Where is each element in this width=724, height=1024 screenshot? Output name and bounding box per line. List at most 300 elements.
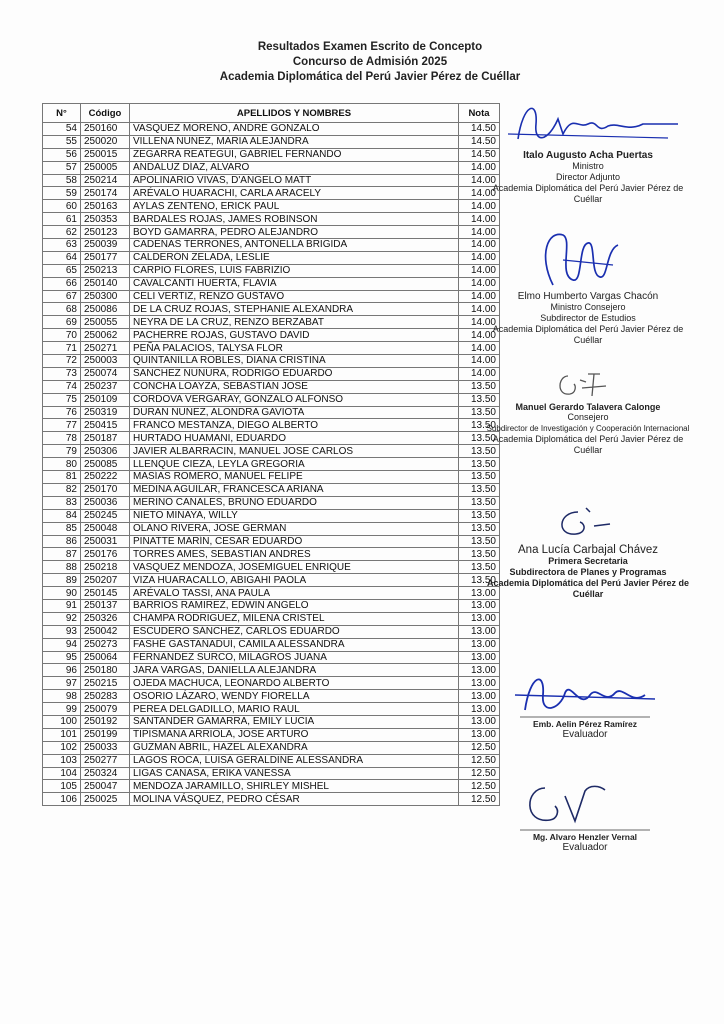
signer-name: Ana Lucía Carbajal Chávez [518, 544, 658, 556]
row-grade: 14.50 [459, 148, 500, 161]
signer-rank: Primera Secretaria [548, 556, 628, 566]
row-number: 75 [43, 393, 81, 406]
row-code: 250031 [81, 535, 130, 548]
row-name: BARRIOS RAMIREZ, EDWIN ANGELO [130, 599, 459, 612]
table-row [43, 419, 500, 432]
row-grade: 14.00 [459, 187, 500, 200]
signer-title: Director Adjunto [555, 172, 621, 182]
table-row [43, 251, 500, 264]
row-name: MEDINA AGUILAR, FRANCESCA ARIANA [130, 483, 459, 496]
row-code: 250187 [81, 432, 130, 445]
row-number: 67 [43, 290, 81, 303]
table-row [43, 393, 500, 406]
row-code: 250079 [81, 703, 130, 716]
row-grade: 13.50 [459, 445, 500, 458]
row-grade: 13.50 [459, 509, 500, 522]
row-name: VIZA HUARACALLO, ABIGAHI PAOLA [130, 574, 459, 587]
row-name: LLENQUE CIEZA, LEYLA GREGORIA [130, 458, 459, 471]
signature-mark [478, 225, 698, 291]
row-grade: 12.50 [459, 741, 500, 754]
row-code: 250160 [81, 123, 130, 136]
row-number: 94 [43, 638, 81, 651]
row-grade: 14.00 [459, 316, 500, 329]
row-grade: 12.50 [459, 793, 500, 806]
table-row [43, 703, 500, 716]
row-name: ARÉVALO TASSI, ANA PAULA [130, 587, 459, 600]
row-name: MERINO CANALES, BRUNO EDUARDO [130, 496, 459, 509]
header-title: Resultados Examen Escrito de Concepto [257, 41, 483, 53]
table-row [43, 174, 500, 187]
table-row [43, 445, 500, 458]
row-name: JAVIER ALBARRACIN, MANUEL JOSE CARLOS [130, 445, 459, 458]
row-number: 83 [43, 496, 81, 509]
table-row [43, 741, 500, 754]
table-row [43, 277, 500, 290]
signer-rank: Ministro [572, 161, 604, 171]
row-code: 250145 [81, 587, 130, 600]
row-code: 250180 [81, 664, 130, 677]
signer-title: Subdirectora de Planes y Programas [509, 567, 667, 577]
column-header-grade: Nota [459, 104, 500, 123]
row-name: TIPISMANA ARRIOLA, JOSE ARTURO [130, 728, 459, 741]
row-code: 250163 [81, 200, 130, 213]
row-number: 72 [43, 355, 81, 368]
row-grade: 13.50 [459, 471, 500, 484]
row-name: CADENAS TERRONES, ANTONELLA BRIGIDA [130, 239, 459, 252]
row-number: 59 [43, 187, 81, 200]
row-number: 85 [43, 522, 81, 535]
table-row [43, 625, 500, 638]
table-row [43, 264, 500, 277]
table-row [43, 728, 500, 741]
row-grade: 12.50 [459, 754, 500, 767]
row-number: 65 [43, 264, 81, 277]
row-number: 106 [43, 793, 81, 806]
row-grade: 13.00 [459, 664, 500, 677]
row-grade: 14.00 [459, 239, 500, 252]
signature-mark [478, 368, 698, 402]
row-name: OLANO RIVERA, JOSE GERMAN [130, 522, 459, 535]
row-code: 250048 [81, 522, 130, 535]
row-name: TORRES AMES, SEBASTIAN ANDRES [130, 548, 459, 561]
row-number: 82 [43, 483, 81, 496]
row-code: 250036 [81, 496, 130, 509]
row-code: 250005 [81, 161, 130, 174]
row-grade: 14.00 [459, 251, 500, 264]
row-code: 250415 [81, 419, 130, 432]
table-row [43, 161, 500, 174]
signer-title: Subdirector de Estudios [540, 313, 636, 323]
table-row [43, 599, 500, 612]
row-name: CONCHA LOAYZA, SEBASTIAN JOSE [130, 380, 459, 393]
row-name: ZEGARRA REATEGUI, GABRIEL FERNANDO [130, 148, 459, 161]
row-number: 101 [43, 728, 81, 741]
row-name: ESCUDERO SÁNCHEZ, CARLOS EDUARDO [130, 625, 459, 638]
row-number: 98 [43, 690, 81, 703]
row-code: 250214 [81, 174, 130, 187]
signer-name: Italo Augusto Acha Puertas [523, 150, 653, 161]
results-table [42, 103, 500, 806]
row-grade: 14.00 [459, 264, 500, 277]
table-header-row [43, 104, 500, 123]
row-number: 105 [43, 780, 81, 793]
row-grade: 13.00 [459, 625, 500, 638]
row-code: 250086 [81, 303, 130, 316]
table-row [43, 135, 500, 148]
row-number: 93 [43, 625, 81, 638]
row-code: 250277 [81, 754, 130, 767]
row-code: 250042 [81, 625, 130, 638]
signature-mark [478, 500, 698, 544]
signer-institution: Academia Diplomática del Perú Javier Pérez de Cuéllar [492, 324, 684, 345]
row-code: 250020 [81, 135, 130, 148]
row-code: 250237 [81, 380, 130, 393]
row-grade: 14.50 [459, 123, 500, 136]
row-name: CARPIO FLORES, LUIS FABRIZIO [130, 264, 459, 277]
row-code: 250207 [81, 574, 130, 587]
row-number: 76 [43, 406, 81, 419]
row-code: 250271 [81, 342, 130, 355]
table-row [43, 471, 500, 484]
signature-block-4 [478, 500, 698, 600]
row-grade: 13.00 [459, 677, 500, 690]
row-code: 250218 [81, 561, 130, 574]
signature-mark [505, 665, 665, 719]
table-row [43, 574, 500, 587]
table-row [43, 677, 500, 690]
row-name: BARDALES ROJAS, JAMES ROBINSON [130, 213, 459, 226]
table-row [43, 690, 500, 703]
table-row [43, 355, 500, 368]
row-code: 250273 [81, 638, 130, 651]
row-grade: 14.00 [459, 161, 500, 174]
row-grade: 13.00 [459, 587, 500, 600]
row-code: 250140 [81, 277, 130, 290]
signature-block-5 [505, 665, 665, 740]
table-row [43, 406, 500, 419]
table-row [43, 123, 500, 136]
row-number: 73 [43, 367, 81, 380]
table-row [43, 535, 500, 548]
row-code: 250324 [81, 767, 130, 780]
row-code: 250055 [81, 316, 130, 329]
row-grade: 12.50 [459, 767, 500, 780]
row-grade: 14.00 [459, 303, 500, 316]
row-name: PINATTE MARÍN, CESAR EDUARDO [130, 535, 459, 548]
row-number: 63 [43, 239, 81, 252]
row-number: 89 [43, 574, 81, 587]
row-name: OJEDA MACHUCA, LEONARDO ALBERTO [130, 677, 459, 690]
signer-name: Elmo Humberto Vargas Chacón [517, 291, 659, 302]
table-row [43, 432, 500, 445]
row-name: BOYD GAMARRA, PEDRO ALEJANDRO [130, 226, 459, 239]
row-code: 250170 [81, 483, 130, 496]
row-grade: 13.50 [459, 432, 500, 445]
row-name: CHAMPA RODRIGUEZ, MILENA CRISTEL [130, 612, 459, 625]
row-grade: 14.00 [459, 174, 500, 187]
row-code: 250300 [81, 290, 130, 303]
row-name: FASHÉ GASTAÑADUÍ, CAMILA ALESSANDRA [130, 638, 459, 651]
row-grade: 13.00 [459, 690, 500, 703]
signer-role: Evaluador [562, 729, 608, 740]
row-name: HURTADO HUAMANI, EDUARDO [130, 432, 459, 445]
signature-block-1 [478, 94, 698, 205]
row-number: 100 [43, 715, 81, 728]
row-number: 91 [43, 599, 81, 612]
row-code: 250176 [81, 548, 130, 561]
row-code: 250137 [81, 599, 130, 612]
row-number: 54 [43, 123, 81, 136]
row-name: DE LA CRUZ ROJAS, STEPHANIE ALEXANDRA [130, 303, 459, 316]
table-row [43, 367, 500, 380]
row-name: PEREA DELGADILLO, MARIO RAUL [130, 703, 459, 716]
row-code: 250174 [81, 187, 130, 200]
row-number: 79 [43, 445, 81, 458]
row-grade: 14.00 [459, 226, 500, 239]
row-number: 66 [43, 277, 81, 290]
table-row [43, 754, 500, 767]
row-grade: 14.50 [459, 135, 500, 148]
table-row [43, 612, 500, 625]
row-grade: 13.50 [459, 535, 500, 548]
row-code: 250177 [81, 251, 130, 264]
row-code: 250123 [81, 226, 130, 239]
table-row [43, 316, 500, 329]
table-row [43, 522, 500, 535]
row-number: 80 [43, 458, 81, 471]
row-name: LIGAS CANASA, ERIKA VANESSA [130, 767, 459, 780]
signature-mark [478, 94, 698, 150]
row-name: FRANCO MESTANZA, DIEGO ALBERTO [130, 419, 459, 432]
row-grade: 14.00 [459, 200, 500, 213]
row-name: LAGOS ROCA, LUISA GERALDINE ALESSANDRA [130, 754, 459, 767]
row-grade: 13.50 [459, 393, 500, 406]
row-code: 250015 [81, 148, 130, 161]
row-code: 250192 [81, 715, 130, 728]
row-code: 250074 [81, 367, 130, 380]
row-grade: 14.00 [459, 290, 500, 303]
row-code: 250199 [81, 728, 130, 741]
row-code: 250109 [81, 393, 130, 406]
row-code: 250033 [81, 741, 130, 754]
row-grade: 14.00 [459, 367, 500, 380]
row-number: 70 [43, 329, 81, 342]
row-number: 57 [43, 161, 81, 174]
row-grade: 13.50 [459, 561, 500, 574]
row-number: 97 [43, 677, 81, 690]
table-row [43, 380, 500, 393]
row-name: NIETO MINAYA, WILLY [130, 509, 459, 522]
header-subtitle: Concurso de Admisión 2025 [292, 56, 448, 68]
row-number: 62 [43, 226, 81, 239]
row-number: 99 [43, 703, 81, 716]
row-number: 88 [43, 561, 81, 574]
row-name: SANTANDER GAMARRA, EMILY LUCIA [130, 715, 459, 728]
row-number: 92 [43, 612, 81, 625]
signer-name: Mg. Alvaro Henzler Vernal [532, 832, 638, 842]
row-name: VASQUEZ MORENO, ANDRÉ GONZALO [130, 123, 459, 136]
column-header-code: Código [81, 104, 130, 123]
row-name: MENDOZA JARAMILLO, SHIRLEY MISHEL [130, 780, 459, 793]
row-grade: 13.50 [459, 483, 500, 496]
signature-block-6 [505, 776, 665, 853]
row-grade: 13.50 [459, 574, 500, 587]
signer-role: Evaluador [562, 842, 608, 853]
row-grade: 13.50 [459, 548, 500, 561]
column-header-number: N° [43, 104, 81, 123]
row-name: VILLENA NUÑEZ, MARIA ALEJANDRA [130, 135, 459, 148]
table-row [43, 342, 500, 355]
row-grade: 14.00 [459, 329, 500, 342]
row-grade: 13.00 [459, 599, 500, 612]
row-number: 90 [43, 587, 81, 600]
table-row [43, 587, 500, 600]
row-grade: 13.50 [459, 496, 500, 509]
row-number: 60 [43, 200, 81, 213]
row-name: JARA VARGAS, DANIELLA ALEJANDRA [130, 664, 459, 677]
row-code: 250039 [81, 239, 130, 252]
row-name: CALDERÓN ZELADA, LESLIE [130, 251, 459, 264]
signer-institution: Academia Diplomática del Perú Javier Pérez de Cuéllar [492, 434, 684, 455]
table-row [43, 793, 500, 806]
row-grade: 13.00 [459, 612, 500, 625]
signer-rank: Ministro Consejero [550, 302, 626, 312]
row-code: 250326 [81, 612, 130, 625]
signer-name: Emb. Aelin Pérez Ramírez [532, 719, 638, 729]
row-grade: 14.00 [459, 342, 500, 355]
row-code: 250215 [81, 677, 130, 690]
row-number: 71 [43, 342, 81, 355]
row-code: 250222 [81, 471, 130, 484]
table-row [43, 715, 500, 728]
table-row [43, 509, 500, 522]
row-name: NEYRA DE LA CRUZ, RENZO BERZABAT [130, 316, 459, 329]
table-row [43, 329, 500, 342]
column-header-name: APELLIDOS Y NOMBRES [130, 104, 459, 123]
row-name: PEÑA PALACIOS, TALYSA FLOR [130, 342, 459, 355]
row-grade: 14.00 [459, 355, 500, 368]
table-row [43, 561, 500, 574]
table-row [43, 767, 500, 780]
signer-institution: Academia Diplomática del Perú Javier Pérez de Cuéllar [486, 578, 690, 599]
table-row [43, 213, 500, 226]
row-name: CAVALCANTI HUERTA, FLAVIA [130, 277, 459, 290]
row-name: APOLINARIO VIVAS, D'ANGELO MATT [130, 174, 459, 187]
row-grade: 14.00 [459, 213, 500, 226]
row-code: 250047 [81, 780, 130, 793]
row-grade: 14.00 [459, 277, 500, 290]
row-number: 78 [43, 432, 81, 445]
table-row [43, 780, 500, 793]
row-number: 86 [43, 535, 81, 548]
table-row [43, 664, 500, 677]
row-grade: 13.00 [459, 651, 500, 664]
table-row [43, 548, 500, 561]
row-grade: 13.00 [459, 715, 500, 728]
row-number: 96 [43, 664, 81, 677]
table-row [43, 651, 500, 664]
signer-institution: Academia Diplomática del Perú Javier Pérez de Cuéllar [492, 183, 684, 204]
row-number: 55 [43, 135, 81, 148]
table-row [43, 200, 500, 213]
row-name: MASÍAS ROMERO, MANUEL FELIPE [130, 471, 459, 484]
row-code: 250319 [81, 406, 130, 419]
row-grade: 13.50 [459, 406, 500, 419]
row-number: 69 [43, 316, 81, 329]
signer-title: Subdirector de Investigación y Cooperación Internacional [486, 424, 690, 433]
signer-name: Manuel Gerardo Talavera Calonge [515, 402, 661, 412]
row-code: 250025 [81, 793, 130, 806]
row-code: 250245 [81, 509, 130, 522]
row-name: CORDOVA VERGARAY, GONZALO ALFONSO [130, 393, 459, 406]
row-name: VASQUEZ MENDOZA, JOSEMIGUEL ENRIQUE [130, 561, 459, 574]
row-name: SANCHEZ NUNURA, RODRIGO EDUARDO [130, 367, 459, 380]
signature-block-2 [478, 225, 698, 346]
table-row [43, 483, 500, 496]
row-name: PACHERRE ROJAS, GUSTAVO DAVID [130, 329, 459, 342]
row-number: 102 [43, 741, 81, 754]
row-code: 250283 [81, 690, 130, 703]
table-row [43, 496, 500, 509]
row-name: MOLINA VÁSQUEZ, PEDRO CÉSAR [130, 793, 459, 806]
row-number: 68 [43, 303, 81, 316]
row-name: AYLAS ZENTENO, ERICK PAUL [130, 200, 459, 213]
row-name: ANDALUZ DÍAZ, ALVARO [130, 161, 459, 174]
row-number: 103 [43, 754, 81, 767]
row-name: GUZMAN ABRIL, HAZEL ALEXANDRA [130, 741, 459, 754]
row-grade: 13.00 [459, 703, 500, 716]
row-code: 250306 [81, 445, 130, 458]
row-name: QUINTANILLA ROBLES, DIANA CRISTINA [130, 355, 459, 368]
row-code: 250213 [81, 264, 130, 277]
row-name: ARÉVALO HUARACHI, CARLA ARACELY [130, 187, 459, 200]
signature-block-3 [478, 368, 698, 456]
row-grade: 13.50 [459, 522, 500, 535]
row-number: 81 [43, 471, 81, 484]
document-header [190, 40, 550, 85]
row-number: 56 [43, 148, 81, 161]
row-number: 84 [43, 509, 81, 522]
table-row [43, 239, 500, 252]
row-number: 77 [43, 419, 81, 432]
row-grade: 12.50 [459, 780, 500, 793]
table-row [43, 226, 500, 239]
row-code: 250353 [81, 213, 130, 226]
table-row [43, 148, 500, 161]
row-code: 250064 [81, 651, 130, 664]
row-number: 104 [43, 767, 81, 780]
row-grade: 13.00 [459, 728, 500, 741]
row-code: 250085 [81, 458, 130, 471]
table-row [43, 638, 500, 651]
header-institution: Academia Diplomática del Perú Javier Pérez de Cuéllar [219, 71, 521, 83]
table-row [43, 187, 500, 200]
signature-mark [505, 776, 665, 832]
row-name: DURAN NUÑEZ, ALONDRA GAVIOTA [130, 406, 459, 419]
row-grade: 13.00 [459, 638, 500, 651]
signer-rank: Consejero [567, 412, 609, 422]
row-code: 250062 [81, 329, 130, 342]
table-row [43, 458, 500, 471]
row-number: 95 [43, 651, 81, 664]
table-row [43, 303, 500, 316]
row-number: 64 [43, 251, 81, 264]
row-name: OSORIO LÁZARO, WENDY FIORELLA [130, 690, 459, 703]
row-number: 61 [43, 213, 81, 226]
row-name: CELI VERTIZ, RENZO GUSTAVO [130, 290, 459, 303]
row-grade: 13.50 [459, 458, 500, 471]
row-number: 87 [43, 548, 81, 561]
